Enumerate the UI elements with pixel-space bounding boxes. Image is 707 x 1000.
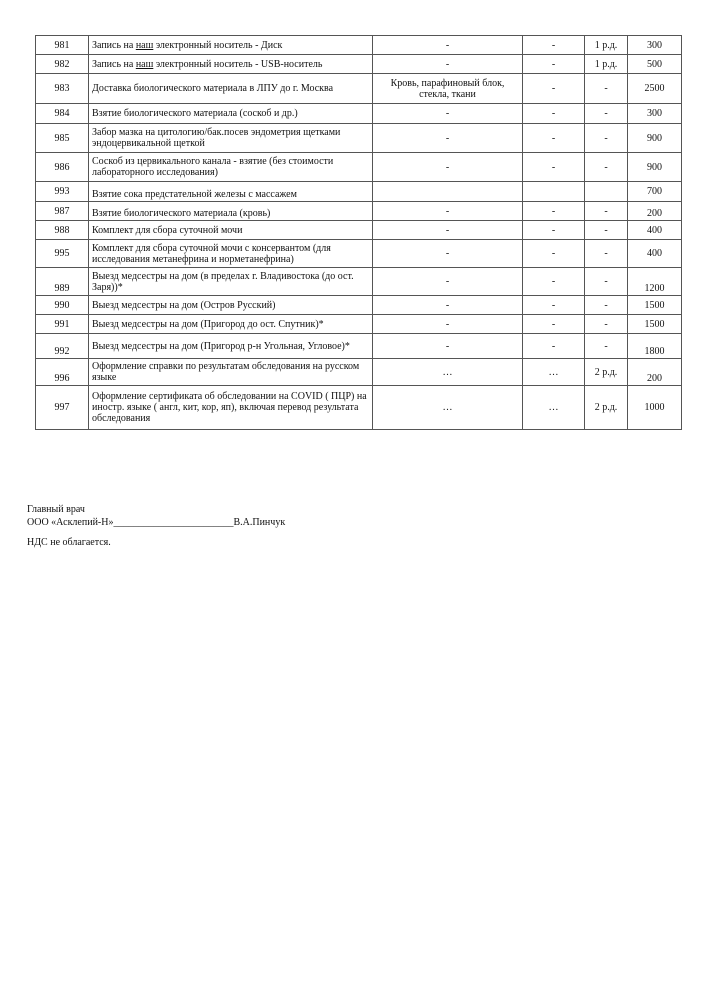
row-name-pre: Запись на (92, 58, 136, 70)
row-name: Выезд медсестры на дом (Остров Русский) (89, 296, 373, 315)
row-term: - (585, 221, 628, 240)
table-row (36, 386, 682, 430)
row-term (585, 182, 628, 202)
row-term: 2 р.д. (585, 359, 628, 386)
row-price: 1500 (628, 296, 682, 315)
row-code: 992 (36, 334, 89, 359)
row-material: - (373, 334, 523, 359)
row-material: - (373, 104, 523, 124)
table-row (36, 221, 682, 240)
row-col4: - (523, 334, 585, 359)
row-material: - (373, 315, 523, 334)
row-col4: - (523, 296, 585, 315)
price-table (35, 35, 682, 430)
row-material: - (373, 268, 523, 296)
row-material: - (373, 296, 523, 315)
row-material: - (373, 221, 523, 240)
row-price: 1500 (628, 315, 682, 334)
row-name: Забор мазка на цитологию/бак.посев эндометрия щетками эндоцервикальной щеткой (89, 124, 373, 153)
row-col4: - (523, 240, 585, 268)
table-row (36, 74, 682, 104)
row-material: - (373, 124, 523, 153)
row-code: 987 (36, 202, 89, 221)
row-price: 2500 (628, 74, 682, 104)
row-col4: - (523, 55, 585, 74)
row-col4: - (523, 36, 585, 55)
row-name: Взятие сока предстательной железы с массажем (89, 182, 373, 202)
row-material: - (373, 153, 523, 182)
row-material: - (373, 36, 523, 55)
row-col4: - (523, 315, 585, 334)
table-row (36, 315, 682, 334)
row-term: 1 р.д. (585, 36, 628, 55)
table-row (36, 36, 682, 55)
row-code: 988 (36, 221, 89, 240)
row-term: - (585, 268, 628, 296)
row-code: 990 (36, 296, 89, 315)
row-price: 200 (628, 359, 682, 386)
row-price: 500 (628, 55, 682, 74)
row-price: 900 (628, 124, 682, 153)
row-code: 991 (36, 315, 89, 334)
row-code: 995 (36, 240, 89, 268)
row-term: - (585, 104, 628, 124)
row-col4: … (523, 359, 585, 386)
row-col4: - (523, 153, 585, 182)
row-name (89, 36, 373, 55)
row-material: Кровь, парафиновый блок, стекла, ткани (373, 74, 523, 104)
row-name-post: электронный носитель - USB-носитель (153, 58, 323, 70)
row-name-underlined: наш (135, 39, 154, 51)
row-name: Доставка биологического материала в ЛПУ до г. Москва (89, 74, 373, 104)
row-code: 984 (36, 104, 89, 124)
row-term: - (585, 153, 628, 182)
row-col4: - (523, 104, 585, 124)
row-term: - (585, 334, 628, 359)
row-material: - (373, 55, 523, 74)
row-term: 2 р.д. (585, 386, 628, 430)
vat-note: НДС не облагается. (27, 537, 111, 548)
row-price: 1000 (628, 386, 682, 430)
table-row (36, 268, 682, 296)
signer-org-line: ООО «Асклепий-Н»________________________В.А.Пинчук (27, 517, 286, 528)
row-material: … (373, 386, 523, 430)
table-row (36, 296, 682, 315)
table-row (36, 334, 682, 359)
row-code: 993 (36, 182, 89, 202)
row-code: 989 (36, 268, 89, 296)
row-name: Взятие биологического материала (кровь) (89, 202, 373, 221)
row-price: 400 (628, 221, 682, 240)
row-term: - (585, 296, 628, 315)
row-material: … (373, 359, 523, 386)
table-row (36, 124, 682, 153)
table-row (36, 202, 682, 221)
row-price: 400 (628, 240, 682, 268)
row-term: - (585, 202, 628, 221)
row-code: 985 (36, 124, 89, 153)
row-material: - (373, 202, 523, 221)
row-name: Выезд медсестры на дом (в пределах г. Владивостока (до ост. Заря))* (89, 268, 373, 296)
table-row (36, 55, 682, 74)
table-row (36, 182, 682, 202)
row-code: 981 (36, 36, 89, 55)
row-name-post: электронный носитель - Диск (153, 39, 283, 51)
row-code: 983 (36, 74, 89, 104)
row-term: 1 р.д. (585, 55, 628, 74)
row-col4: - (523, 221, 585, 240)
row-term: - (585, 124, 628, 153)
row-term: - (585, 315, 628, 334)
row-term: - (585, 240, 628, 268)
row-col4: … (523, 386, 585, 430)
row-name: Оформление сертификата об обследовании на COVID ( ПЦР) на иностр. языке ( англ, кит, кор, яп), включая перевод результата обследования (89, 386, 373, 430)
row-price: 200 (628, 202, 682, 221)
signature-block (27, 503, 285, 549)
row-price: 1800 (628, 334, 682, 359)
row-price: 900 (628, 153, 682, 182)
row-material (373, 182, 523, 202)
row-name: Выезд медсестры на дом (Пригород до ост. Спутник)* (89, 315, 373, 334)
row-col4: - (523, 202, 585, 221)
row-col4: - (523, 124, 585, 153)
table-row (36, 153, 682, 182)
row-code: 997 (36, 386, 89, 430)
table-row (36, 240, 682, 268)
row-code: 986 (36, 153, 89, 182)
row-name-pre: Запись на (92, 39, 136, 51)
row-name: Комплект для сбора суточной мочи (89, 221, 373, 240)
row-name (89, 55, 373, 74)
row-price: 1200 (628, 268, 682, 296)
row-price: 700 (628, 182, 682, 202)
table-row (36, 359, 682, 386)
row-code: 996 (36, 359, 89, 386)
row-name: Взятие биологического материала (соскоб и др.) (89, 104, 373, 124)
row-name-underlined: наш (135, 58, 154, 70)
row-name: Соскоб из цервикального канала - взятие (без стоимости лабораторного исследования) (89, 153, 373, 182)
row-col4 (523, 182, 585, 202)
table-row (36, 104, 682, 124)
signer-position: Главный врач (27, 504, 85, 515)
row-price: 300 (628, 104, 682, 124)
row-material: - (373, 240, 523, 268)
row-col4: - (523, 268, 585, 296)
row-name: Выезд медсестры на дом (Пригород р-н Угольная, Угловое)* (89, 334, 373, 359)
row-term: - (585, 74, 628, 104)
row-code: 982 (36, 55, 89, 74)
row-col4: - (523, 74, 585, 104)
row-price: 300 (628, 36, 682, 55)
row-name: Комплект для сбора суточной мочи с консервантом (для исследования метанефрина и норметанефрина) (89, 240, 373, 268)
row-name: Оформление справки по результатам обследования на русском языке (89, 359, 373, 386)
